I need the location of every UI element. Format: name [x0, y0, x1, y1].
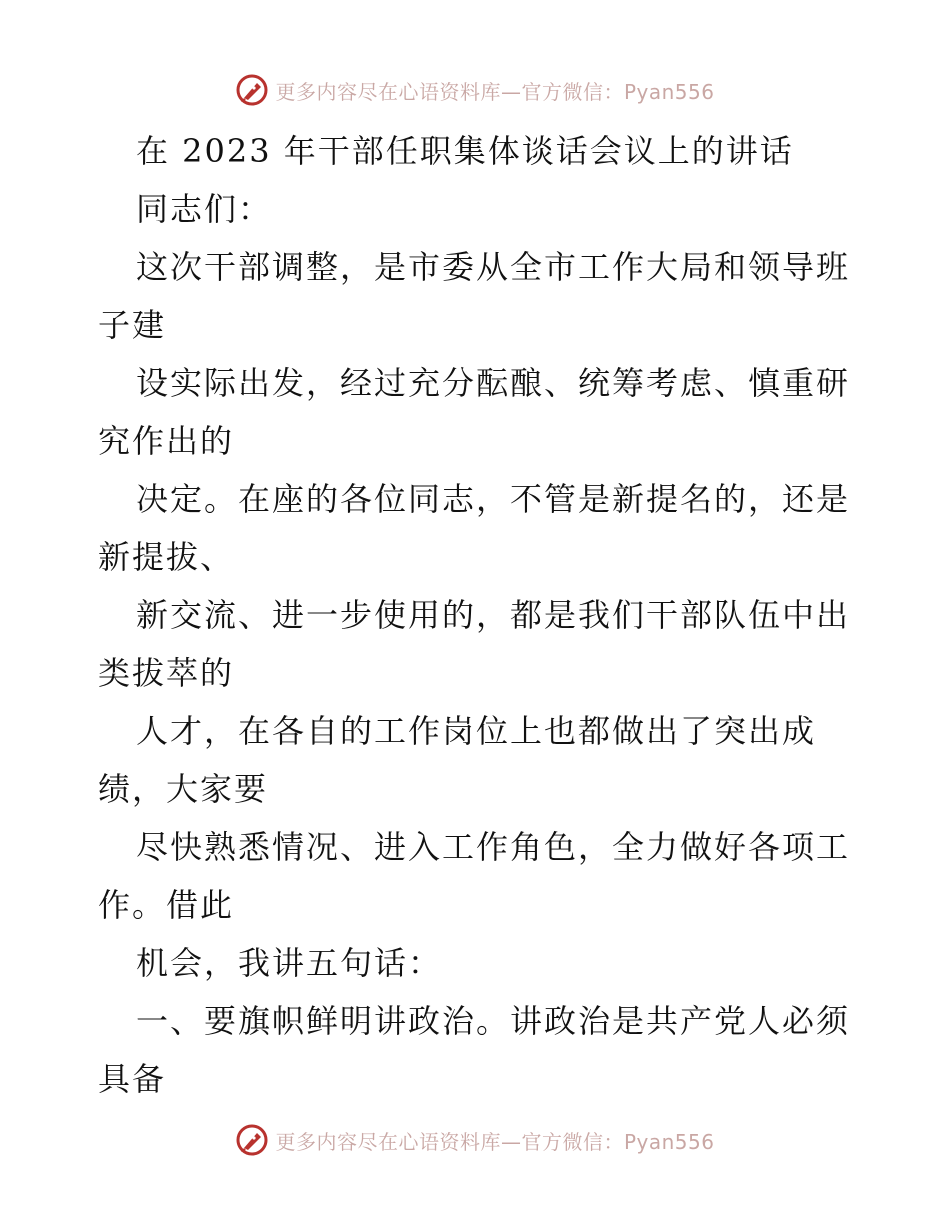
header-banner: [0, 70, 950, 110]
footer-banner-text: 更多内容尽在心语资料库—官方微信：Pyan556: [275, 1129, 715, 1154]
paragraph-line: 作。借此: [98, 886, 235, 924]
footer-banner: [0, 1120, 950, 1160]
pen-nib-logo-icon: [235, 73, 269, 107]
paragraph-line: 子建: [98, 306, 167, 344]
paragraph-line: 同志们：: [136, 190, 273, 228]
paragraph-line: 尽快熟悉情况、进入工作角色，全力做好各项工: [136, 828, 851, 866]
paragraph-line: 人才，在各自的工作岗位上也都做出了突出成: [136, 712, 817, 750]
paragraph-line: 新提拔、: [98, 538, 235, 576]
header-banner-text: 更多内容尽在心语资料库—官方微信：Pyan556: [275, 79, 715, 104]
paragraph-line: 设实际出发，经过充分酝酿、统筹考虑、慎重研: [136, 364, 851, 402]
document-body: [98, 122, 858, 1108]
paragraph-line: 类拔萃的: [98, 654, 235, 692]
paragraph-line: 具备: [98, 1060, 167, 1098]
paragraph-line: 机会，我讲五句话：: [136, 944, 443, 982]
paragraph-line: 这次干部调整，是市委从全市工作大局和领导班: [136, 248, 851, 286]
pen-nib-logo-icon: [235, 1123, 269, 1157]
paragraph-line: 决定。在座的各位同志，不管是新提名的，还是: [136, 480, 851, 518]
paragraph-line: 究作出的: [98, 422, 235, 460]
paragraph-line: 绩，大家要: [98, 770, 269, 808]
paragraph-line: 新交流、进一步使用的，都是我们干部队伍中出: [136, 596, 851, 634]
document-title: 在 2023 年干部任职集体谈话会议上的讲话: [136, 132, 794, 170]
paragraph-line: 一、要旗帜鲜明讲政治。讲政治是共产党人必须: [136, 1002, 851, 1040]
